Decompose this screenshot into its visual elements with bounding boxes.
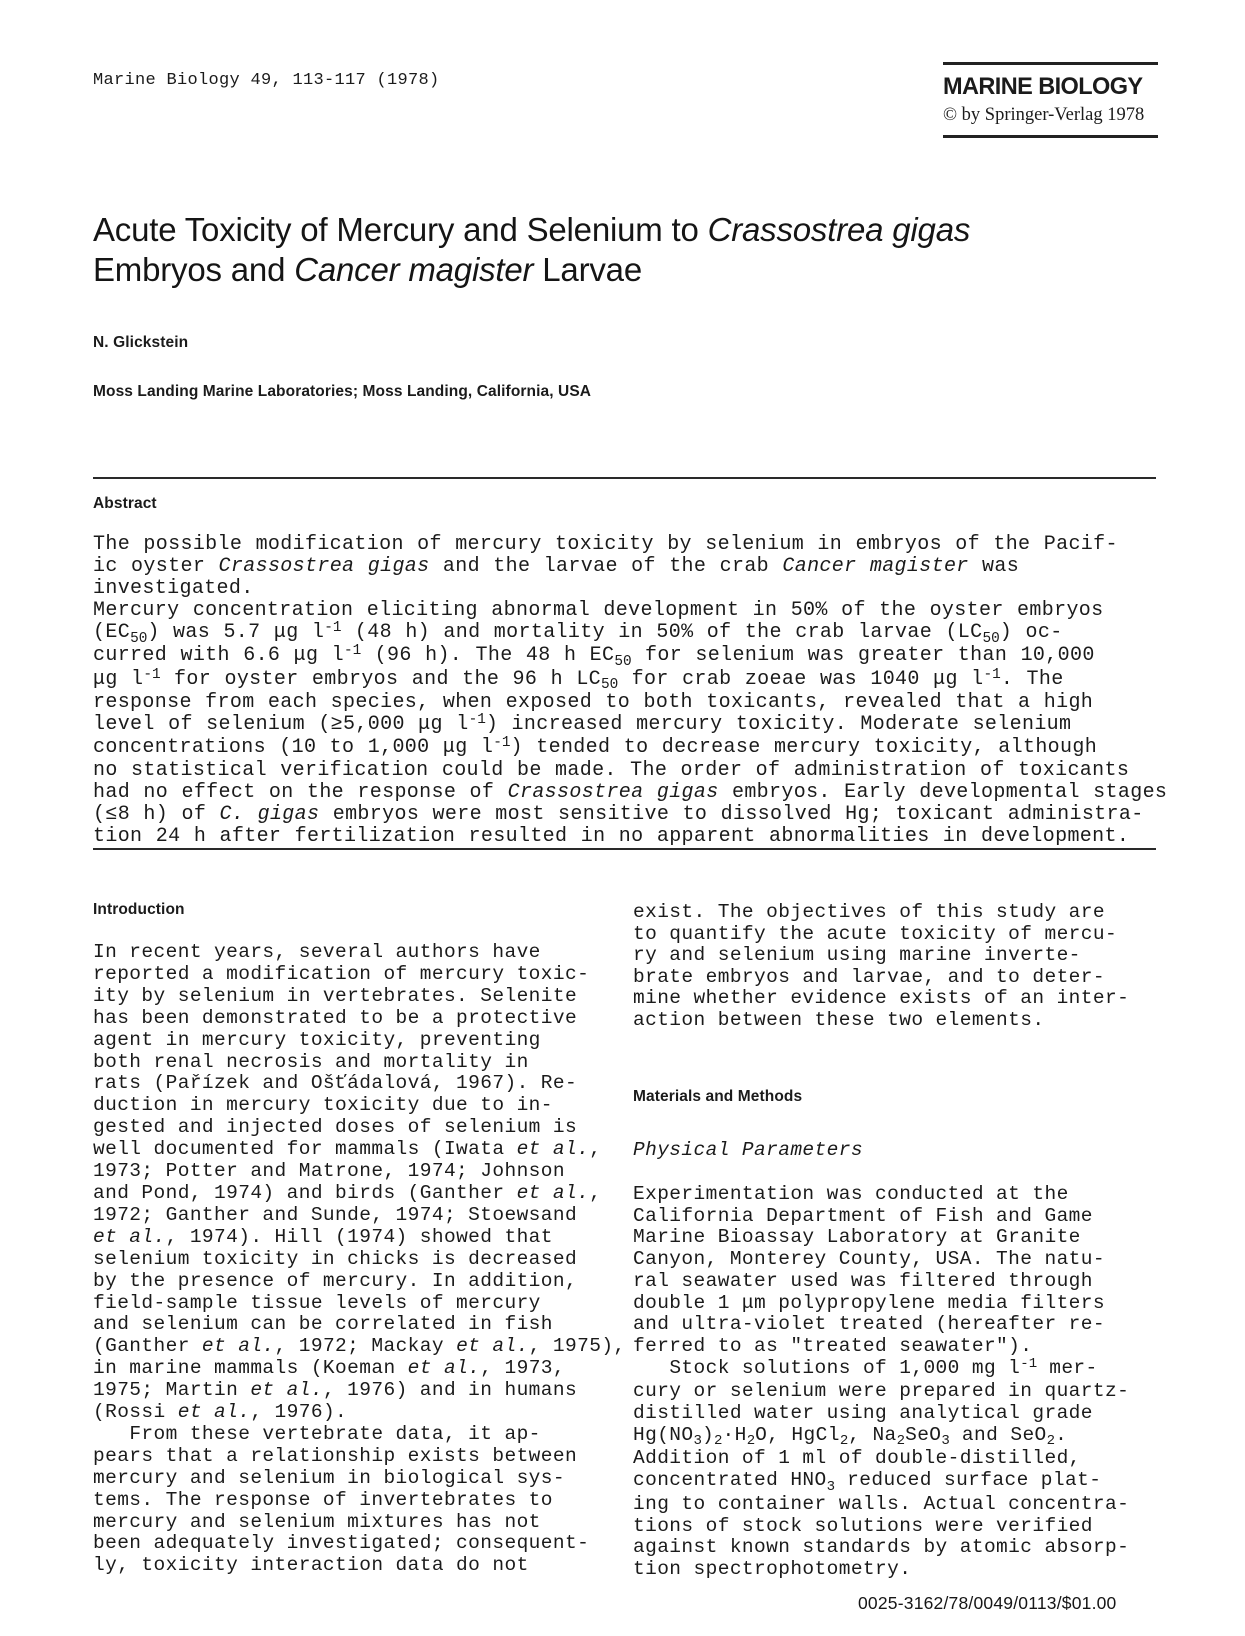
divider-above-abstract <box>93 477 1156 479</box>
methods-heading: Materials and Methods <box>633 1088 803 1105</box>
article-title: Acute Toxicity of Mercury and Selenium to Crassostrea gigas Embryos and Cancer magister Larvae <box>93 211 971 288</box>
methods-subheading: Physical Parameters <box>633 1139 863 1161</box>
journal-logo-block <box>943 62 1158 138</box>
journal-copyright: © by Springer-Verlag 1978 <box>943 105 1145 125</box>
journal-logo: MARINE BIOLOGY <box>943 73 1143 100</box>
introduction-heading: Introduction <box>93 901 185 918</box>
methods-text: Experimentation was conducted at the California Department of Fish and Game Marine Bioassay Laboratory at Granite Canyon, Monterey County, USA. The natu- ral seawater used was filtered through double 1 μm polypropylene media filters and ultra-violet treated (hereafter re- ferred to as "treated seawater"). Stock solutions of 1,000 mg $l^{-1}$ mer- cury or selenium were prepared in quartz- distilled water using analytical grade $Hg(NO_3)_2\cdot H_2O$, HgCl$_2$, $Na_2SeO_3$ and SeO$_2$. Addition of 1 ml of double-distilled, concentrated $HNO_3$ reduced surface plat- ing to container walls. Actual concentra- tions of stock solutions were verified against known standards by atomic absorp- tion spectrophotometry. <box>633 1183 1130 1580</box>
author-affiliation: Moss Landing Marine Laboratories; Moss Landing, California, USA <box>93 383 592 400</box>
divider-below-abstract <box>93 848 1156 850</box>
abstract-text: The possible modification of mercury toxicity by selenium in embryos of the Pacif- ic oyster Crassostrea gigas and the larvae of the crab Cancer magister was investigated. Mercury concentration eliciting abnormal development in 50% of the oyster embryos $(EC_{50})$ was 5.7 μg $l^{-1}$ (48 h) and mortality in 50% of the crab larvae $(LC_{50})$ oc- curred with 6.6 μg $l^{-1}$ (96 h). The 48 h $EC_{50}$ for selenium was greater than 10,000 μg $l^{-1}$ for oyster embryos and the 96 h $LC_{50}$ for crab zoeae was 1040 μg $l^{-1}$. The response from each species, when exposed to both toxicants, revealed that a high level of selenium (≥5,000 μg $l^{-1}$) increased mercury toxicity. Moderate selenium concentrations (10 to 1,000 μg $l^{-1}$) tended to decrease mercury toxicity, although no statistical verification could be made. The order of administration of toxicants had no effect on the response of Crassostrea gigas embryos. Early developmental stages (≤8 h) of C. gigas embryos were most sensitive to dissolved Hg; toxicant administra- tion 24 h after fertilization resulted in no apparent abnormalities in development. <box>93 533 1168 849</box>
author-name: N. Glickstein <box>93 334 189 351</box>
abstract-heading: Abstract <box>93 495 157 512</box>
introduction-text-left-column: In recent years, several authors have reported a modification of mercury toxic- ity by selenium in vertebrates. Selenite has been demonstrated to be a protective agent in mercury toxicity, preventing both renal necrosis and mortality in rats (Pařízek and Ošťádalová, 1967). Re- duction in mercury toxicity due to in- gested and injected doses of selenium is well documented for mammals (Iwata et al., 1973; Potter and Matrone, 1974; Johnson and Pond, 1974) and birds (Ganther et al., 1972; Ganther and Sunde, 1974; Stoewsand et al., 1974). Hill (1974) showed that selenium toxicity in chicks is decreased by the presence of mercury. In addition, field-sample tissue levels of mercury and selenium can be correlated in fish (Ganther et al., 1972; Mackay et al., 1975), in marine mammals (Koeman et al., 1973, 1975; Martin et al., 1976) and in humans (Rossi et al., 1976). From these vertebrate data, it ap- pears that a relationship exists between mercury and selenium in biological sys- tems. The response of invertebrates to mercury and selenium mixtures has not been adequately investigated; consequent- ly, toxicity interaction data do not <box>93 941 626 1577</box>
introduction-text-right-column: exist. The objectives of this study are to quantify the acute toxicity of mercu- ry and selenium using marine inverte- brate embryos and larvae, and to deter- mine whether evidence exists of an inter- action between these two elements. <box>633 901 1130 1031</box>
journal-citation: Marine Biology 49, 113-117 (1978) <box>93 71 440 90</box>
footer-code: 0025-3162/78/0049/0113/$01.00 <box>858 1593 1117 1613</box>
